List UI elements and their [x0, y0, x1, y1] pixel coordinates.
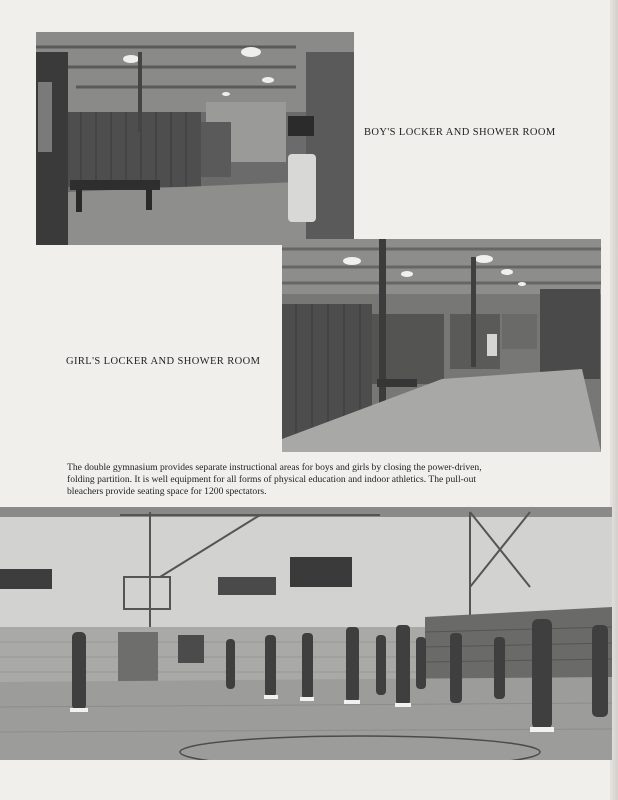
description-line: bleachers provide seating space for 1200 spectators. — [67, 486, 267, 497]
girls-locker-room-caption: GIRL'S LOCKER AND SHOWER ROOM — [66, 356, 261, 367]
gymnasium-photo — [0, 507, 612, 760]
girls-locker-room-photo — [282, 239, 601, 452]
boys-locker-room-photo — [36, 32, 354, 245]
boys-locker-room-caption: BOY'S LOCKER AND SHOWER ROOM — [364, 127, 556, 138]
gymnasium-description — [67, 462, 551, 498]
description-line: The double gymnasium provides separate instructional areas for boys and girls by closing the power-driven, — [67, 462, 482, 473]
description-line: folding partition. It is well equipment for all forms of physical education and indoor athletics. The pull-out — [67, 474, 477, 485]
